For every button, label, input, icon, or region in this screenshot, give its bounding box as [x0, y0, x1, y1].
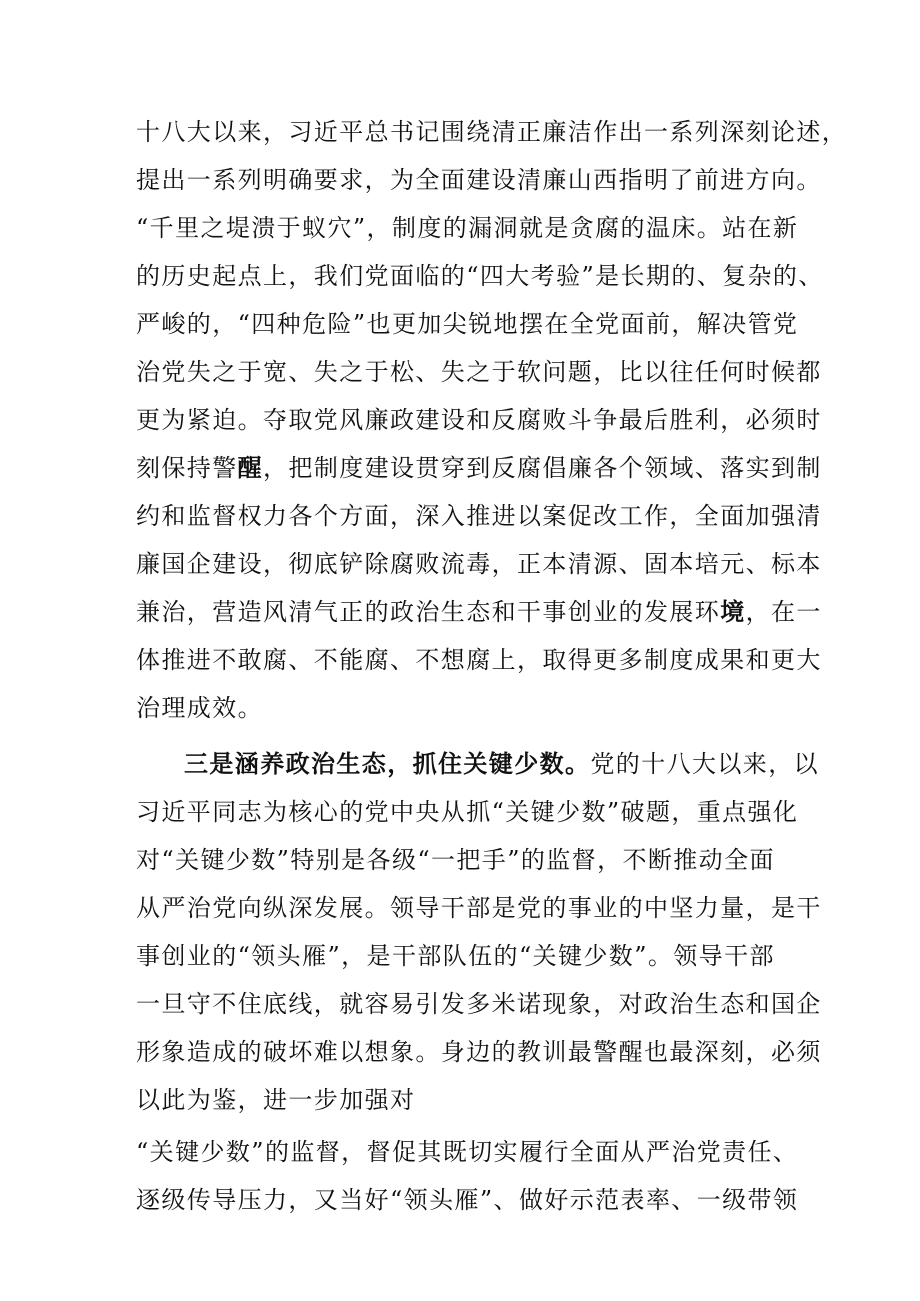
paragraph-line: 十八大以来，习近平总书记围绕清正廉洁作出一系列深刻论述， — [136, 118, 848, 146]
paragraph-line: 从严治党向纵深发展。领导干部是党的事业的中坚力量，是干 — [136, 894, 822, 922]
paragraph-line: 事创业的“领头雁”，是干部队伍的“关键少数”。领导干部 — [136, 942, 775, 970]
paragraph-line — [184, 748, 820, 780]
paragraph-line: 一旦守不住底线，就容易引发多米诺现象，对政治生态和国企 — [136, 990, 822, 1018]
line-text: ，在一 — [745, 598, 822, 626]
paragraph-line: 以此为鉴，进一步加强对 — [136, 1086, 416, 1114]
paragraph-line — [136, 452, 822, 484]
paragraph-line: 严峻的，“四种危险”也更加尖锐地摆在全党面前，解决管党 — [136, 310, 799, 338]
paragraph-line: 廉国企建设，彻底铲除腐败流毒，正本清源、固本培元、标本 — [136, 550, 822, 578]
paragraph-line: 逐级传导压力，又当好“领头雁”、做好示范表率、一级带领 — [136, 1186, 799, 1214]
bold-char: 醒 — [237, 454, 264, 482]
paragraph-line: 提出一系列明确要求，为全面建设清廉山西指明了前进方向。 — [136, 166, 822, 194]
bold-char: 境 — [720, 598, 746, 626]
paragraph-line: 习近平同志为核心的党中央从抓“关键少数”破题，重点强化 — [136, 798, 799, 826]
line-text: 刻保持警 — [136, 454, 238, 482]
paragraph-line: “千里之堤溃于蚁穴”，制度的漏洞就是贪腐的温床。站在新 — [136, 214, 799, 242]
paragraph-line: 约和监督权力各个方面，深入推进以案促改工作，全面加强清 — [136, 502, 822, 530]
paragraph-line: 的历史起点上，我们党面临的“四大考验”是长期的、复杂的、 — [136, 262, 824, 290]
paragraph-line: 治党失之于宽、失之于松、失之于软问题，比以往任何时候都 — [136, 358, 822, 386]
paragraph-line: 治理成效。 — [136, 694, 263, 722]
paragraph-line: 对“关键少数”特别是各级“一把手”的监督，不断推动全面 — [136, 846, 775, 874]
paragraph-line — [136, 596, 822, 628]
paragraph-line: 更为紧迫。夺取党风廉政建设和反腐败斗争最后胜利，必须时 — [136, 406, 822, 434]
line-text: 兼治，营造风清气正的政治生态和干事创业的发展环 — [136, 598, 721, 626]
section-heading: 三是涵养政治生态，抓住关键少数。 — [184, 750, 591, 778]
line-text: ，把制度建设贯穿到反腐倡廉各个领域、落实到制 — [263, 454, 822, 482]
paragraph-line: 体推进不敢腐、不能腐、不想腐上，取得更多制度成果和更大 — [136, 646, 822, 674]
line-text: 党的十八大以来，以 — [590, 750, 820, 778]
paragraph-line: “关键少数”的监督，督促其既切实履行全面从严治党责任、 — [136, 1138, 799, 1166]
paragraph-line: 形象造成的破坏难以想象。身边的教训最警醒也最深刻，必须 — [136, 1038, 822, 1066]
